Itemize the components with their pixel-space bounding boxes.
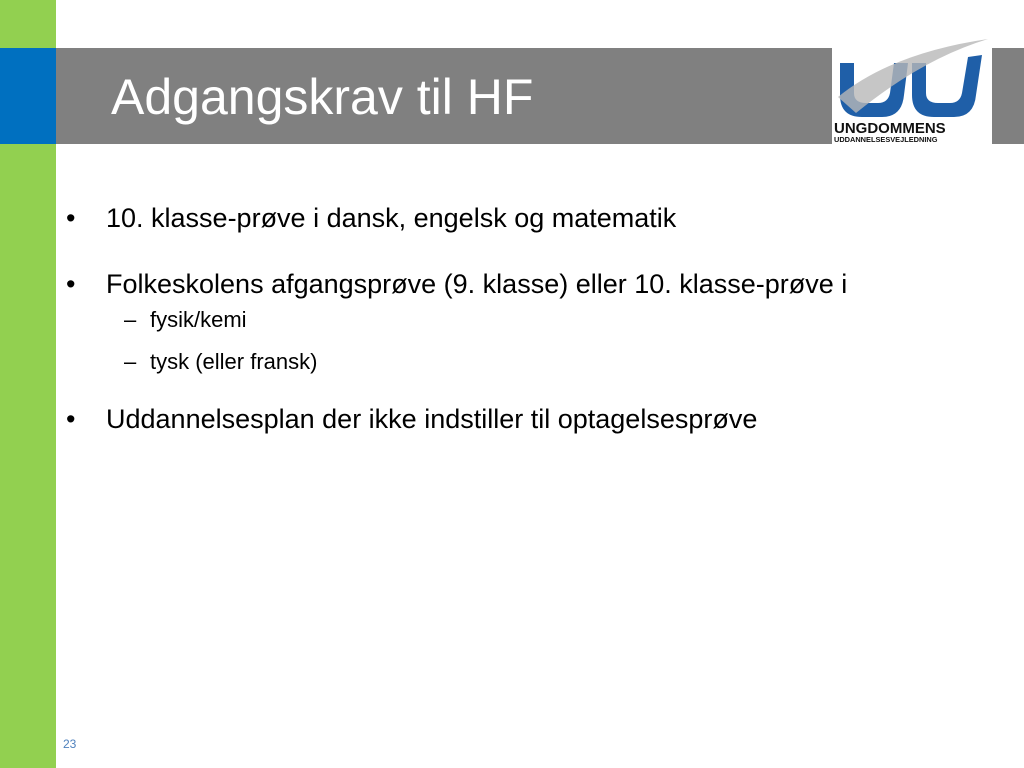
slide-content <box>66 198 1006 439</box>
uu-logo-graphic <box>832 33 992 144</box>
dash-icon: – <box>124 307 137 332</box>
sub-bullet-text: tysk (eller fransk) <box>150 349 318 374</box>
bullet-dot-icon: • <box>66 269 76 299</box>
sub-bullet-item <box>66 347 1006 377</box>
bullet-dot-icon: • <box>66 203 76 233</box>
bullet-item <box>66 264 1006 304</box>
uu-logo <box>832 33 992 144</box>
bullet-text: Folkeskolens afgangsprøve (9. klasse) eller 10. klasse-prøve i <box>106 269 848 299</box>
left-blue-accent <box>0 48 56 144</box>
logo-name-line2: UDDANNELSESVEJLEDNING <box>834 135 938 144</box>
bullet-text: 10. klasse-prøve i dansk, engelsk og matematik <box>106 203 677 233</box>
dash-icon: – <box>124 349 137 374</box>
page-number: 23 <box>63 737 77 751</box>
bullet-dot-icon: • <box>66 404 76 434</box>
bullet-item <box>66 399 1006 439</box>
bullet-item <box>66 198 1006 238</box>
logo-name-line1: UNGDOMMENS <box>834 120 946 137</box>
sub-bullet-text: fysik/kemi <box>150 307 247 332</box>
bullet-text: Uddannelsesplan der ikke indstiller til optagelsesprøve <box>106 404 758 434</box>
slide-title: Adgangskrav til HF <box>111 69 534 125</box>
sub-bullet-item <box>66 305 1006 335</box>
